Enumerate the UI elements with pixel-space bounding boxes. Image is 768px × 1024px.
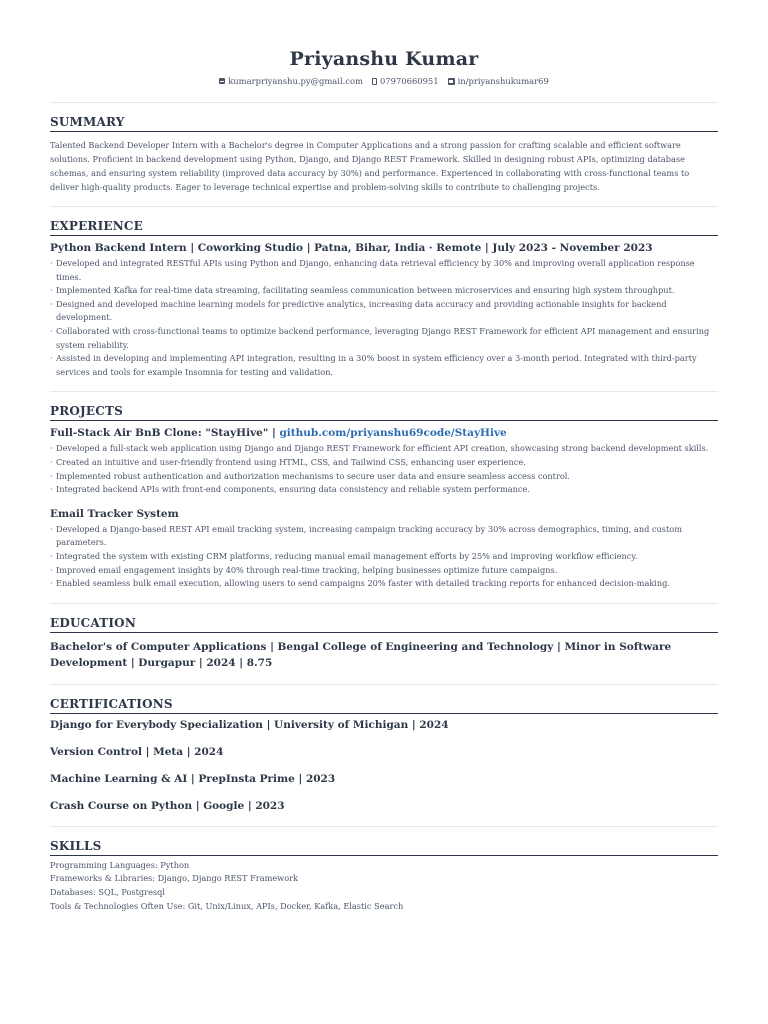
contact-phone[interactable] xyxy=(372,76,439,86)
degree-entry: Bachelor's of Computer Applications | Bengal College of Engineering and Technology | Minor in Software Development | Durgapur | 2024 | 8.75 xyxy=(50,640,672,670)
summary-section xyxy=(50,115,718,194)
section-divider xyxy=(50,391,718,392)
projects-section xyxy=(50,404,718,590)
list-item: · Implemented robust authentication and authorization mechanisms to secure user data and ensure seamless access control. xyxy=(50,470,718,484)
certification-item: Version Control | Meta | 2024 xyxy=(50,745,224,758)
certification-item: Crash Course on Python | Google | 2023 xyxy=(50,799,285,812)
certifications-list xyxy=(50,718,718,814)
list-item: · Implemented Kafka for real-time data streaming, facilitating seamless communication between microservices and ensuring high system throughput. xyxy=(50,284,718,298)
project-bullets-email-tracker xyxy=(50,523,718,591)
list-item: · Developed and integrated RESTful APIs using Python and Django, enhancing data retrieval efficiency by 30% and improving overall application response times. xyxy=(50,257,718,284)
list-item: · Developed a Django-based REST API email tracking system, increasing campaign tracking accuracy by 30% across demographics, timing, and custom parameters. xyxy=(50,523,718,550)
contact-linkedin[interactable] xyxy=(448,76,549,86)
job-title: Python Backend Intern | Coworking Studio | Patna, Bihar, India · Remote | July 2023 - November 2023 xyxy=(50,242,653,254)
certification-item: Machine Learning & AI | PrepInsta Prime | 2023 xyxy=(50,772,336,785)
list-item: · Integrated the system with existing CRM platforms, reducing manual email management efforts by 25% and improving workflow efficiency. xyxy=(50,550,718,564)
experience-bullets xyxy=(50,257,718,379)
section-divider xyxy=(50,684,718,685)
experience-section xyxy=(50,219,718,379)
education-heading: EDUCATION xyxy=(50,616,718,633)
github-link[interactable]: github.com/priyanshu69code/StayHive xyxy=(279,427,507,440)
envelope-icon xyxy=(219,78,225,84)
project-name: Full-Stack Air BnB Clone: "StayHive" | xyxy=(50,427,280,440)
skill-item: Tools & Technologies Often Use: Git, Unix/Linux, APIs, Docker, Kafka, Elastic Search xyxy=(50,901,404,912)
linkedin-text: in/priyanshukumar69 xyxy=(457,76,549,86)
certifications-heading: CERTIFICATIONS xyxy=(50,697,718,714)
education-section xyxy=(50,616,718,672)
list-item: · Created an intuitive and user-friendly frontend using HTML, CSS, and Tailwind CSS, enhancing user experience. xyxy=(50,456,718,470)
project-bullets-stayhive xyxy=(50,442,718,496)
list-item: · Designed and developed machine learning models for predictive analytics, increasing data accuracy and providing actionable insights for backend development. xyxy=(50,298,718,325)
phone-text: 07970660951 xyxy=(379,76,439,86)
phone-icon xyxy=(372,78,377,85)
experience-heading: EXPERIENCE xyxy=(50,219,718,236)
header-divider xyxy=(50,102,718,103)
skills-heading: SKILLS xyxy=(50,839,718,856)
certifications-section xyxy=(50,697,718,814)
list-item: · Assisted in developing and implementing API integration, resulting in a 30% boost in system efficiency over a 3-month period. Integrated with third-party services and tools for example Insomnia for testing and validation. xyxy=(50,352,718,379)
list-item: · Integrated backend APIs with front-end components, ensuring data consistency and reliable system performance. xyxy=(50,483,718,497)
section-divider xyxy=(50,826,718,827)
section-divider xyxy=(50,603,718,604)
project-title-email-tracker: Email Tracker System xyxy=(50,507,179,520)
contact-email[interactable] xyxy=(219,76,363,86)
skill-item: Frameworks & Libraries: Django, Django REST Framework xyxy=(50,873,298,884)
list-item: · Enabled seamless bulk email execution, allowing users to send campaigns 20% faster with detailed tracking reports for enhanced decision-making. xyxy=(50,577,718,591)
skill-item: Programming Languages: Python xyxy=(50,859,190,870)
contact-row xyxy=(50,76,718,86)
projects-heading: PROJECTS xyxy=(50,404,718,421)
list-item: · Collaborated with cross-functional teams to optimize backend performance, leveraging Django REST Framework for efficient API management and ensuring system reliability. xyxy=(50,325,718,352)
summary-heading: SUMMARY xyxy=(50,115,718,132)
email-text: kumarpriyanshu.py@gmail.com xyxy=(228,76,363,86)
summary-text: Talented Backend Developer Intern with a Bachelor's degree in Computer Applications and a strong passion for crafting scalable and efficient software solutions. Proficient in backend development using Python, Django, and Django REST Framework. Skilled in designing robust APIs, optimizing database schemas, and ensuring system reliability (improved data accuracy by 30%) and performance. Experienced in collaborating with cross-functional teams to deliver high-quality products. Eager to leverage technical expertise and problem-solving skills to contribute to challenging projects. xyxy=(50,140,690,192)
list-item: · Improved email engagement insights by 40% through real-time tracking, helping businesses optimize future campaigns. xyxy=(50,564,718,578)
skills-list xyxy=(50,859,718,914)
linkedin-icon xyxy=(448,78,455,85)
list-item: · Developed a full-stack web application using Django and Django REST Framework for efficient API creation, showcasing strong backend development skills. xyxy=(50,442,718,456)
section-divider xyxy=(50,206,718,207)
skills-section xyxy=(50,839,718,914)
candidate-name: Priyanshu Kumar xyxy=(289,48,479,70)
certification-item: Django for Everybody Specialization | University of Michigan | 2024 xyxy=(50,718,449,731)
project-title-stayhive xyxy=(50,426,718,441)
skill-item: Databases: SQL, Postgresql xyxy=(50,887,165,898)
